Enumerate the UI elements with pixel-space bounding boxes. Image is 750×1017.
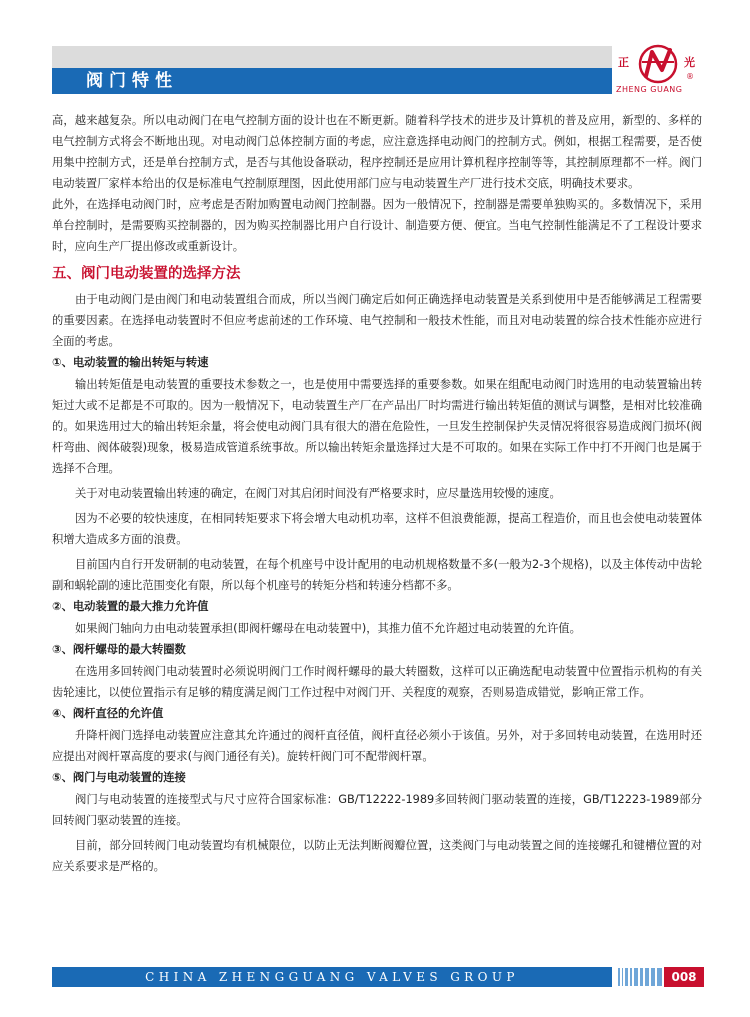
section-title: 阀门特性 (86, 71, 178, 91)
page-number: 008 (664, 967, 704, 987)
section-heading: 五、阀门电动装置的选择方法 (52, 266, 241, 282)
subsection-heading: ⑤、阀门与电动装置的连接 (52, 771, 186, 784)
paragraph: 如果阀门轴向力由电动装置承担(即阀杆螺母在电动装置中)，其推力值不允许超过电动装置的允许值。 (75, 622, 581, 635)
registered-mark: ® (686, 72, 694, 81)
paragraph: 高，越来越复杂。所以电动阀门在电气控制方面的设计也在不断更新。随着科学技术的进步及计算机的普及应用，新型的、多样的电气控制方式将会不断地出现。对电动阀门总体控制方面的考虑，应注意选择电动阀门的控制方式。例如，根据工程需要，是否使用集中控制方式，还是单台控制方式，是否与其他设备联动，程序控制还是应用计算机程序控制等等，其控制原理都不一样。阀门电动装置厂家样本给出的仅是标准电气控制原理图，因此使用部门应与电动装置生产厂进行技术交底，明确技术要求。 (52, 114, 702, 190)
logo-char-right: 光 (684, 56, 695, 69)
paragraph: 关于对电动装置输出转速的确定，在阀门对其启闭时间没有严格要求时，应尽量选用较慢的速度。 (75, 487, 561, 500)
footer-stripes (618, 968, 662, 986)
footer-group-name: CHINA ZHENGGUANG VALVES GROUP (145, 970, 519, 984)
paragraph: 由于电动阀门是由阀门和电动装置组合而成，所以当阀门确定后如何正确选择电动装置是关系到使用中是否能够满足工程需要的重要因素。在选择电动装置时不但应考虑前述的工作环境、电气控制和一般技术性能，而且对电动装置的综合技术性能亦应进行全面的考虑。 (52, 293, 702, 348)
article-body (52, 110, 702, 877)
paragraph: 此外，在选择电动阀门时，应考虑是否附加购置电动阀门控制器。因为一般情况下，控制器是需要单独购买的。多数情况下，采用单台控制时，是需要购买控制器的，因为购买控制器比用户自行设计、制造要方便、便宜。当电气控制性能满足不了工程设计要求时，应向生产厂提出修改或重新设计。 (52, 198, 702, 253)
paragraph: 阀门与电动装置的连接型式与尺寸应符合国家标准：GB/T12222-1989多回转阀门驱动装置的连接，GB/T12223-1989部分回转阀门驱动装置的连接。 (52, 793, 702, 827)
header-gray-band (52, 46, 612, 68)
paragraph: 输出转矩值是电动装置的重要技术参数之一，也是使用中需要选择的重要参数。如果在组配电动阀门时选用的电动装置输出转矩过大或不足都是不可取的。因为一般情况下，电动装置生产厂在产品出厂时均需进行输出转矩值的测试与调整，是相对比较准确的。如果选用过大的输出转矩余量，将会使电动阀门具有很大的潜在危险性，一旦发生控制保护失灵情况将很容易造成阀门损坏(阀杆弯曲、阀体破裂)现象，极易造成管道系统事故。所以输出转矩余量选择过大是不可取的。如果在实际工作中打不开阀门也是属于选择不合理。 (52, 378, 702, 475)
paragraph: 目前国内自行开发研制的电动装置，在每个机座号中设计配用的电动机规格数量不多(一般为2-3个规格)，以及主体传动中齿轮副和蜗轮副的速比范围变化有限，所以每个机座号的转矩分档和转速分档都不多。 (52, 558, 702, 592)
subsection-heading: ②、电动装置的最大推力允许值 (52, 600, 209, 613)
subsection-heading: ④、阀杆直径的允许值 (52, 707, 164, 720)
paragraph: 目前，部分回转阀门电动装置均有机械限位，以防止无法判断阀瓣位置，这类阀门与电动装置之间的连接螺孔和键槽位置的对应关系要求是严格的。 (52, 839, 702, 873)
paragraph: 因为不必要的较快速度，在相同转矩要求下将会增大电动机功率，这样不但浪费能源，提高工程造价，而且也会使电动装置体积增大造成多方面的浪费。 (52, 512, 702, 546)
zhengguang-logo (612, 40, 704, 98)
logo-char-left: 正 (618, 56, 629, 69)
subsection-heading: ①、电动装置的输出转矩与转速 (52, 356, 209, 369)
paragraph: 升降杆阀门选择电动装置应注意其允许通过的阀杆直径值，阀杆直径必须小于该值。另外，对于多回转电动装置，在选用时还应提出对阀杆罩高度的要求(与阀门通径有关)。旋转杆阀门可不配带阀杆罩。 (52, 729, 702, 763)
subsection-heading: ③、阀杆螺母的最大转圈数 (52, 643, 186, 656)
paragraph: 在选用多回转阀门电动装置时必须说明阀门工作时阀杆螺母的最大转圈数，这样可以正确选配电动装置中位置指示机构的有关齿轮速比，以使位置指示有足够的精度满足阀门工作过程中对阀门开、关程度的观察，否则易造成错觉，影响正常工作。 (52, 665, 702, 699)
logo-english-name: ZHENG GUANG (616, 85, 683, 94)
